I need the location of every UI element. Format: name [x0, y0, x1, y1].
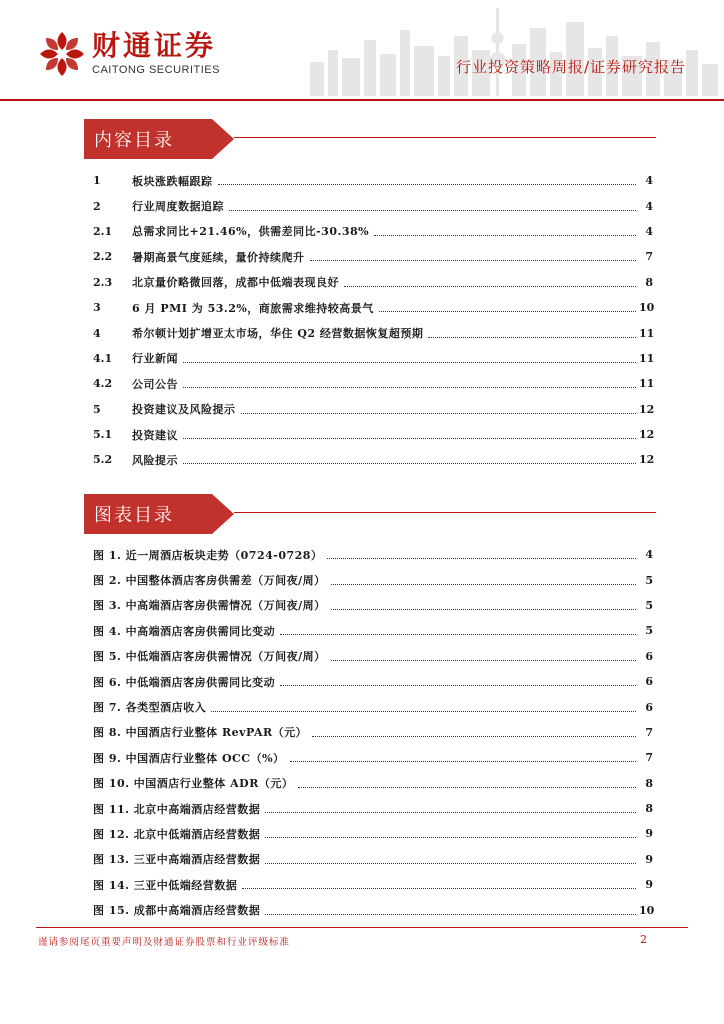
leader-dots: [374, 235, 636, 236]
figure-page: 6: [645, 675, 653, 689]
figure-title: 图 11. 北京中高端酒店经营数据: [93, 802, 261, 816]
figure-title: 图 13. 三亚中高端酒店经营数据: [93, 853, 261, 867]
banner-rule: [234, 137, 656, 138]
figure-page: 5: [645, 573, 653, 587]
figures-heading: 图表目录: [94, 505, 174, 526]
leader-dots: [280, 685, 636, 686]
leader-dots: [312, 736, 636, 737]
figures-heading-banner: [84, 494, 656, 534]
city-skyline-graphic: [300, 0, 724, 96]
toc-title: 希尔顿计划扩增亚太市场，华住 Q2 经营数据恢复超预期: [132, 327, 424, 341]
toc-entry[interactable]: [93, 346, 653, 371]
toc-number: 2.3: [93, 275, 113, 289]
figure-page: 8: [645, 776, 653, 790]
toc-entry[interactable]: [93, 447, 653, 472]
leader-dots: [241, 413, 637, 414]
toc-number: 4.1: [93, 351, 113, 365]
figure-entry[interactable]: [93, 644, 653, 669]
brand-name-english: CAITONG SECURITIES: [92, 64, 220, 76]
figure-title: 图 9. 中国酒店行业整体 OCC（%）: [93, 751, 285, 765]
page-header: [0, 0, 724, 104]
figure-page: 6: [645, 700, 653, 714]
toc-page: 11: [639, 326, 655, 340]
figure-title: 图 6. 中低端酒店客房供需同比变动: [93, 675, 276, 689]
leader-dots: [265, 914, 636, 915]
figure-page: 6: [645, 649, 653, 663]
toc-page: 11: [639, 377, 655, 391]
toc-number: 4: [93, 326, 101, 340]
toc-title: 暑期高景气度延续，量价持续爬升: [132, 250, 305, 264]
leader-dots: [183, 438, 636, 439]
leader-dots: [331, 609, 636, 610]
list-of-figures: [93, 542, 653, 923]
figure-page: 8: [645, 802, 653, 816]
toc-entry[interactable]: [93, 295, 653, 320]
figure-title: 图 7. 各类型酒店收入: [93, 701, 207, 715]
toc-number: 4.2: [93, 377, 113, 391]
toc-title: 总需求同比+21.46%，供需差同比-30.38%: [132, 225, 370, 239]
toc-page: 7: [645, 250, 653, 264]
header-divider: [0, 99, 724, 101]
toc-entry[interactable]: [93, 168, 653, 193]
leader-dots: [265, 812, 636, 813]
leader-dots: [265, 863, 636, 864]
figure-title: 图 15. 成都中高端酒店经营数据: [93, 904, 261, 918]
toc-page: 4: [645, 174, 653, 188]
figure-entry[interactable]: [93, 872, 653, 897]
contents-heading-banner: [84, 119, 656, 159]
brand-name-chinese: 财通证券: [92, 29, 217, 62]
toc-number: 1: [93, 174, 101, 188]
leader-dots: [290, 761, 636, 762]
caitong-logo-icon: [38, 30, 86, 78]
toc-entry[interactable]: [93, 371, 653, 396]
toc-page: 10: [639, 301, 655, 315]
figure-entry[interactable]: [93, 771, 653, 796]
toc-entry[interactable]: [93, 219, 653, 244]
toc-title: 北京量价略微回落，成都中低端表现良好: [132, 276, 339, 290]
toc-entry[interactable]: [93, 270, 653, 295]
leader-dots: [428, 337, 636, 338]
figure-page: 7: [645, 751, 653, 765]
toc-page: 4: [645, 199, 653, 213]
toc-title: 公司公告: [132, 377, 178, 391]
figure-entry[interactable]: [93, 720, 653, 745]
toc-title: 6 月 PMI 为 53.2%，商旅需求维持较高景气: [132, 301, 374, 315]
toc-number: 2: [93, 199, 101, 213]
figure-entry[interactable]: [93, 745, 653, 770]
figure-title: 图 4. 中高端酒店客房供需同比变动: [93, 624, 276, 638]
figure-entry[interactable]: [93, 669, 653, 694]
toc-number: 5.1: [93, 428, 113, 442]
figure-entry[interactable]: [93, 821, 653, 846]
figure-entry[interactable]: [93, 694, 653, 719]
leader-dots: [331, 584, 636, 585]
leader-dots: [183, 387, 636, 388]
toc-page: 12: [639, 402, 655, 416]
figure-entry[interactable]: [93, 542, 653, 567]
toc-page: 12: [639, 428, 655, 442]
footer-disclaimer: 谨请参阅尾页重要声明及财通证券股票和行业评级标准: [38, 937, 291, 948]
toc-title: 投资建议及风险提示: [132, 403, 236, 417]
leader-dots: [379, 311, 636, 312]
toc-title: 行业周度数据追踪: [132, 200, 224, 214]
figure-page: 5: [645, 624, 653, 638]
toc-entry[interactable]: [93, 244, 653, 269]
contents-heading: 内容目录: [94, 130, 174, 151]
toc-page: 4: [645, 224, 653, 238]
toc-entry[interactable]: [93, 320, 653, 345]
toc-number: 3: [93, 301, 101, 315]
toc-entry[interactable]: [93, 193, 653, 218]
toc-number: 5: [93, 402, 101, 416]
leader-dots: [327, 558, 636, 559]
figure-page: 4: [645, 548, 653, 562]
banner-rule: [234, 512, 656, 513]
leader-dots: [331, 660, 636, 661]
toc-number: 5.2: [93, 453, 113, 467]
figure-entry[interactable]: [93, 847, 653, 872]
toc-title: 板块涨跌幅跟踪: [132, 174, 213, 188]
toc-entry[interactable]: [93, 397, 653, 422]
toc-entry[interactable]: [93, 422, 653, 447]
leader-dots: [183, 463, 636, 464]
leader-dots: [310, 260, 637, 261]
figure-page: 9: [645, 827, 653, 841]
figure-page: 7: [645, 725, 653, 739]
figure-title: 图 10. 中国酒店行业整体 ADR（元）: [93, 777, 294, 791]
toc-number: 2.2: [93, 250, 113, 264]
figure-entry[interactable]: [93, 897, 653, 922]
leader-dots: [344, 286, 636, 287]
figure-title: 图 1. 近一周酒店板块走势（0724-0728）: [93, 548, 323, 562]
leader-dots: [211, 711, 636, 712]
figure-title: 图 12. 北京中低端酒店经营数据: [93, 827, 261, 841]
leader-dots: [265, 837, 636, 838]
report-type-label: 行业投资策略周报/证券研究报告: [455, 58, 686, 76]
leader-dots: [280, 634, 636, 635]
figure-title: 图 14. 三亚中低端经营数据: [93, 878, 238, 892]
leader-dots: [242, 888, 636, 889]
toc-number: 2.1: [93, 224, 113, 238]
toc-title: 风险提示: [132, 453, 178, 467]
figure-entry[interactable]: [93, 618, 653, 643]
figure-title: 图 3. 中高端酒店客房供需情况（万间夜/周）: [93, 599, 326, 613]
leader-dots: [229, 210, 636, 211]
leader-dots: [183, 362, 636, 363]
figure-title: 图 2. 中国整体酒店客房供需差（万间夜/周）: [93, 574, 326, 588]
figure-title: 图 8. 中国酒店行业整体 RevPAR（元）: [93, 726, 308, 740]
figure-entry[interactable]: [93, 796, 653, 821]
figure-page: 9: [645, 852, 653, 866]
figure-entry[interactable]: [93, 567, 653, 592]
leader-dots: [218, 184, 637, 185]
page-number: 2: [640, 933, 647, 946]
table-of-contents: [93, 168, 653, 473]
toc-page: 8: [645, 275, 653, 289]
figure-page: 9: [645, 878, 653, 892]
leader-dots: [298, 787, 636, 788]
figure-page: 5: [645, 598, 653, 612]
figure-entry[interactable]: [93, 593, 653, 618]
toc-title: 投资建议: [132, 428, 178, 442]
toc-page: 12: [639, 453, 655, 467]
toc-title: 行业新闻: [132, 352, 178, 366]
figure-page: 10: [639, 903, 655, 917]
figure-title: 图 5. 中低端酒店客房供需情况（万间夜/周）: [93, 650, 326, 664]
toc-page: 11: [639, 351, 655, 365]
footer-divider: [36, 927, 688, 928]
